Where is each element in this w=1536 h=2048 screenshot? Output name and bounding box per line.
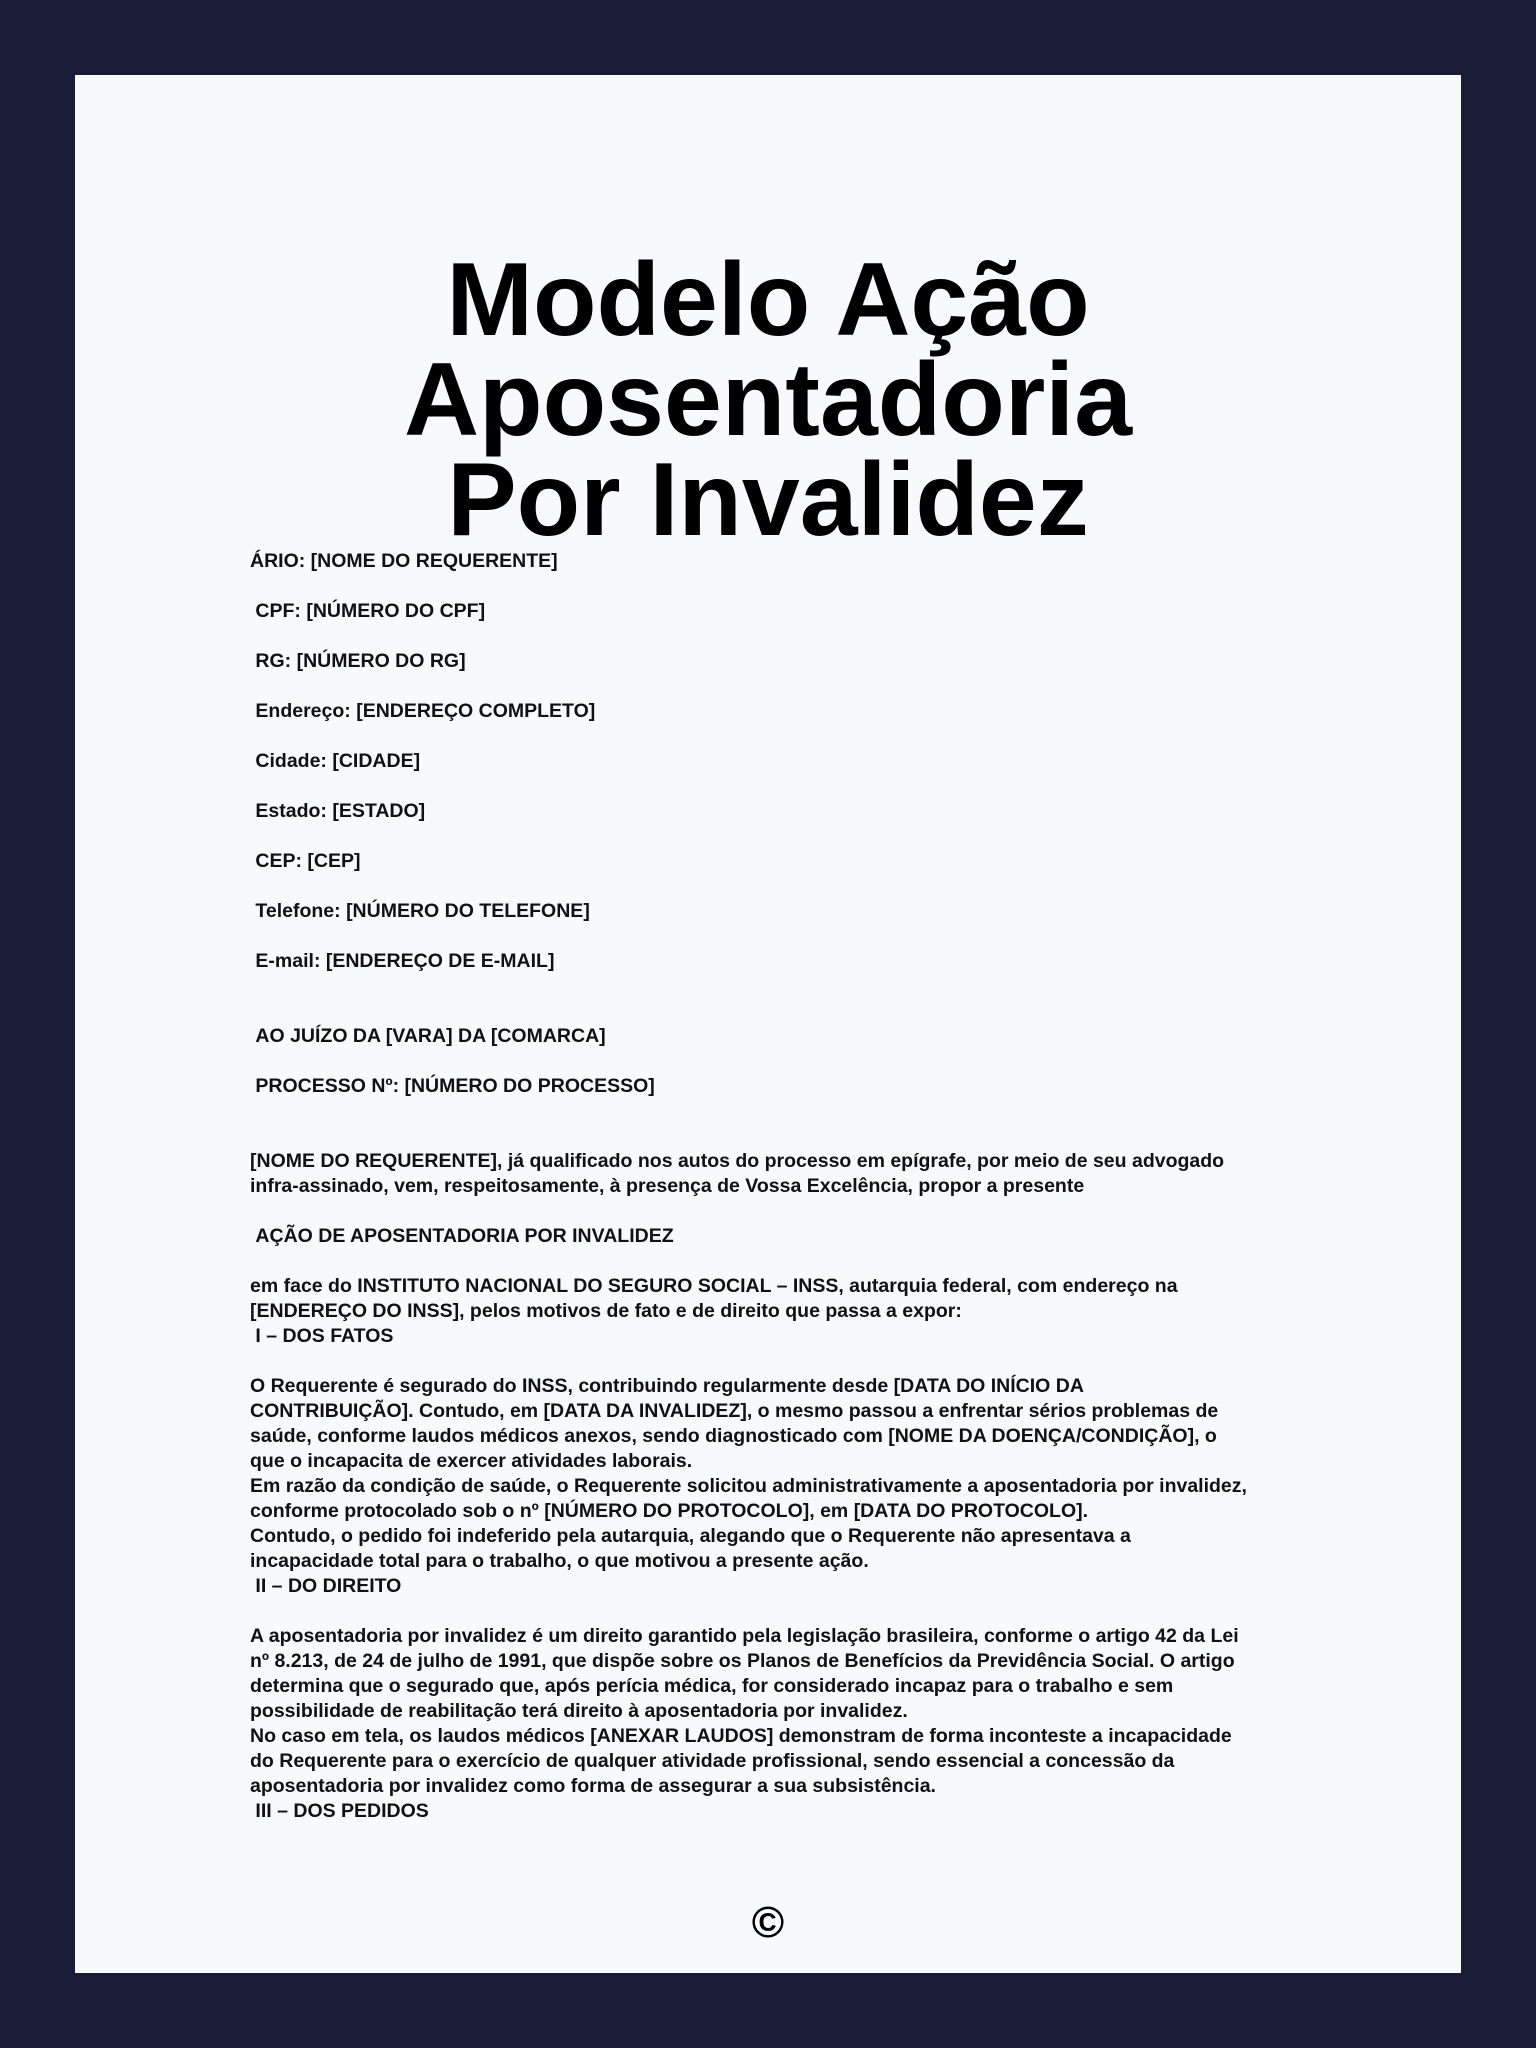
facts-line: que o incapacita de exercer atividades laborais.	[250, 1450, 693, 1472]
law-line: nº 8.213, de 24 de julho de 1991, que dispõe sobre os Planos de Benefícios da Previdência Social. O artigo	[250, 1650, 1235, 1672]
facts-line: Em razão da condição de saúde, o Requerente solicitou administrativamente a aposentadoria por invalidez,	[250, 1475, 1247, 1497]
field-requerente: ÁRIO: [NOME DO REQUERENTE]	[250, 550, 558, 572]
field-estado: Estado: [ESTADO]	[250, 800, 426, 822]
field-rg: RG: [NÚMERO DO RG]	[250, 650, 466, 672]
law-line: aposentadoria por invalidez como forma de assegurar a sua subsistência.	[250, 1775, 936, 1797]
field-cidade: Cidade: [CIDADE]	[250, 750, 421, 772]
facts-line: incapacidade total para o trabalho, o que motivou a presente ação.	[250, 1550, 869, 1572]
law-line: possibilidade de reabilitação terá direito à aposentadoria por invalidez.	[250, 1700, 908, 1722]
action-title: AÇÃO DE APOSENTADORIA POR INVALIDEZ	[250, 1225, 674, 1247]
facts-line: Contudo, o pedido foi indeferido pela autarquia, alegando que o Requerente não apresentava a	[250, 1525, 1131, 1547]
law-line: No caso em tela, os laudos médicos [ANEXAR LAUDOS] demonstram de forma inconteste a incapacidade	[250, 1725, 1232, 1747]
facts-line: CONTRIBUIÇÃO]. Contudo, em [DATA DA INVALIDEZ], o mesmo passou a enfrentar sérios problemas de	[250, 1400, 1219, 1422]
court-line: AO JUÍZO DA [VARA] DA [COMARCA]	[250, 1025, 606, 1047]
copyright-icon: ©	[751, 1898, 785, 1947]
law-line: A aposentadoria por invalidez é um direito garantido pela legislação brasileira, conforme o artigo 42 da Lei	[250, 1625, 1239, 1647]
facts-line: conforme protocolado sob o nº [NÚMERO DO PROTOCOLO], em [DATA DO PROTOCOLO].	[250, 1500, 1089, 1522]
field-email: E-mail: [ENDEREÇO DE E-MAIL]	[250, 950, 555, 972]
against-line-1: em face do INSTITUTO NACIONAL DO SEGURO SOCIAL – INSS, autarquia federal, com endereço na	[250, 1275, 1178, 1297]
intro-line-2: infra-assinado, vem, respeitosamente, à presença de Vossa Excelência, propor a presente	[250, 1175, 1085, 1197]
document-page	[75, 75, 1461, 1973]
document-title	[75, 242, 1461, 558]
section-requests-title: III – DOS PEDIDOS	[250, 1800, 429, 1822]
process-line: PROCESSO Nº: [NÚMERO DO PROCESSO]	[250, 1075, 655, 1097]
title-line-2: Por Invalidez	[447, 442, 1089, 558]
section-law-title: II – DO DIREITO	[250, 1575, 402, 1597]
law-line: do Requerente para o exercício de qualquer atividade profissional, sendo essencial a concessão da	[250, 1750, 1175, 1772]
against-line-2: [ENDEREÇO DO INSS], pelos motivos de fato e de direito que passa a expor:	[250, 1300, 962, 1322]
facts-line: O Requerente é segurado do INSS, contribuindo regularmente desde [DATA DO INÍCIO DA	[250, 1375, 1084, 1397]
field-cep: CEP: [CEP]	[250, 850, 361, 872]
title-line-1: Modelo Ação Aposentadoria	[403, 242, 1133, 458]
field-telefone: Telefone: [NÚMERO DO TELEFONE]	[250, 900, 590, 922]
document-body	[250, 549, 1350, 1824]
facts-line: saúde, conforme laudos médicos anexos, sendo diagnosticado com [NOME DA DOENÇA/CONDIÇÃO], o	[250, 1425, 1217, 1447]
field-endereco: Endereço: [ENDEREÇO COMPLETO]	[250, 700, 596, 722]
section-facts-title: I – DOS FATOS	[250, 1325, 394, 1347]
law-line: determina que o segurado que, após perícia médica, for considerado incapaz para o trabalho e sem	[250, 1675, 1174, 1697]
intro-line-1: [NOME DO REQUERENTE], já qualificado nos autos do processo em epígrafe, por meio de seu advogado	[250, 1150, 1225, 1172]
field-cpf: CPF: [NÚMERO DO CPF]	[250, 600, 486, 622]
